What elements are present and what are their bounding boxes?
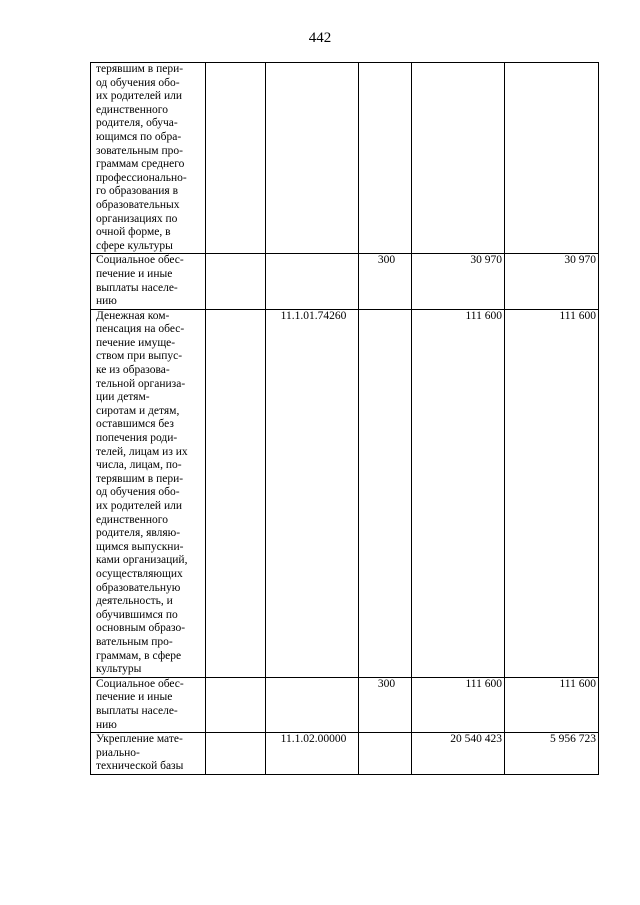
amount-year-1: [412, 63, 505, 254]
expense-type-code: 300: [359, 677, 412, 732]
expense-type-code: [359, 63, 412, 254]
page-number: 442: [308, 30, 332, 46]
table-row: [91, 63, 599, 254]
amount-year-2: 5 956 723: [505, 733, 599, 775]
amount-year-1: 111 600: [412, 677, 505, 732]
amount-year-2: 111 600: [505, 309, 599, 677]
empty-cell: [206, 254, 266, 309]
empty-cell: [206, 677, 266, 732]
target-article-code: [266, 63, 359, 254]
expense-type-code: [359, 309, 412, 677]
table-row: [91, 733, 599, 775]
target-article-code: [266, 677, 359, 732]
table-row: [91, 254, 599, 309]
amount-year-1: 111 600: [412, 309, 505, 677]
row-name: Социальное обес- печение и иные выплаты населе- нию: [91, 254, 206, 309]
empty-cell: [206, 63, 266, 254]
amount-year-1: 20 540 423: [412, 733, 505, 775]
row-name: терявшим в пери- од обучения обо- их родителей или единственного родителя, обуча- ющимся по обра- зовательным про- граммам среднего профессионально- го образования в образовательных организациях по очной форме, в сфере культуры: [91, 63, 206, 254]
amount-year-2: 111 600: [505, 677, 599, 732]
amount-year-2: 30 970: [505, 254, 599, 309]
target-article-code: [266, 254, 359, 309]
empty-cell: [206, 733, 266, 775]
empty-cell: [206, 309, 266, 677]
target-article-code: 11.1.02.00000: [266, 733, 359, 775]
row-name: Укрепление мате- риально- технической базы: [91, 733, 206, 775]
amount-year-1: 30 970: [412, 254, 505, 309]
amount-year-2: [505, 63, 599, 254]
expense-type-code: 300: [359, 254, 412, 309]
row-name: Денежная ком- пенсация на обес- печение имуще- ством при выпус- ке из образова- тельной организа- ции детям- сиротам и детям, оставшимся без попечения роди- телей, лицам из их числа, лицам, по- терявшим в пери- од обучения обо- их родителей или единственного родителя, являю- щимся выпускни- ками организаций, осуществляющих образовательную деятельность, и обучившимся по основным образо- вательным про- граммам, в сфере культуры: [91, 309, 206, 677]
target-article-code: 11.1.01.74260: [266, 309, 359, 677]
budget-table: [90, 62, 599, 775]
expense-type-code: [359, 733, 412, 775]
table-row: [91, 309, 599, 677]
table-row: [91, 677, 599, 732]
row-name: Социальное обес- печение и иные выплаты населе- нию: [91, 677, 206, 732]
